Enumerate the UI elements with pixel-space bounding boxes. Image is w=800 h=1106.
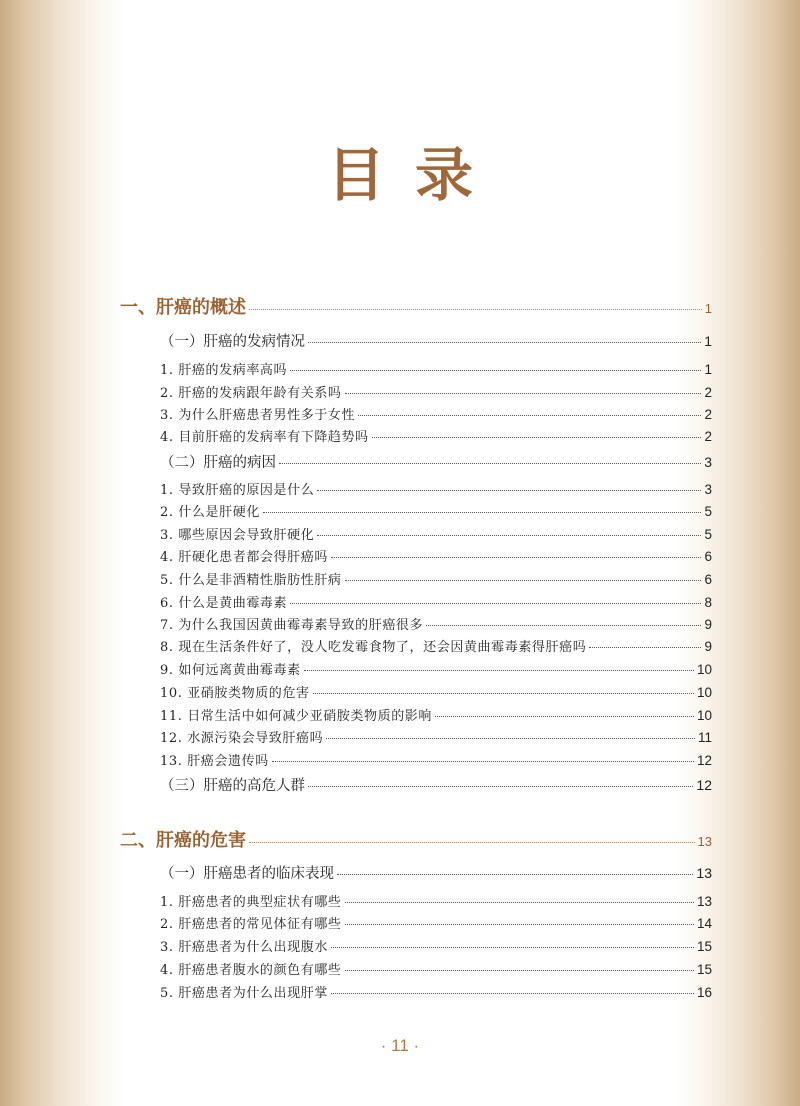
toc-item[interactable]: [160, 959, 712, 978]
toc-label: 12. 水源污染会导致肝癌吗: [160, 731, 324, 746]
leader-dots: [331, 557, 702, 558]
toc-page-number: 8: [704, 595, 712, 610]
toc-label: （二）肝癌的病因: [160, 455, 276, 471]
leader-dots: [308, 342, 701, 343]
leader-dots: [272, 761, 694, 762]
leader-dots: [263, 512, 702, 513]
leader-dots: [304, 670, 694, 671]
toc-page-number: 14: [696, 916, 712, 931]
toc-page-number: 9: [704, 639, 712, 654]
leader-dots: [345, 970, 694, 971]
toc-item[interactable]: [160, 479, 712, 498]
toc-label: （三）肝癌的高危人群: [160, 778, 305, 794]
toc-page-number: 5: [704, 504, 712, 519]
toc-item[interactable]: [160, 382, 712, 401]
leader-dots: [313, 693, 694, 694]
toc-page-number: 2: [704, 385, 712, 400]
toc-label: 11. 日常生活中如何减少亚硝胺类物质的影响: [160, 709, 433, 724]
toc-page-number: 15: [696, 962, 712, 977]
toc-item[interactable]: [160, 913, 712, 932]
leader-dots: [426, 625, 701, 626]
toc-item[interactable]: [160, 750, 712, 769]
toc-page-number: 11: [697, 730, 712, 745]
toc-page-number: 1: [704, 362, 712, 377]
toc-label: （一）肝癌患者的临床表现: [160, 866, 334, 882]
toc-label: 8. 现在生活条件好了，没人吃发霉食物了，还会因黄曲霉毒素得肝癌吗: [160, 640, 587, 655]
leader-dots: [345, 902, 694, 903]
toc-chapter[interactable]: [120, 826, 712, 852]
toc-section[interactable]: [160, 330, 712, 351]
page-title: 目录: [326, 141, 503, 209]
leader-dots: [279, 463, 701, 464]
toc-page-number: 3: [704, 482, 712, 497]
leader-dots: [290, 603, 701, 604]
leader-dots: [331, 993, 694, 994]
toc-item[interactable]: [160, 404, 712, 423]
toc-page-number: 6: [704, 549, 712, 564]
leader-dots: [345, 924, 694, 925]
toc-item[interactable]: [160, 682, 712, 701]
leader-dots: [345, 393, 702, 394]
toc-page-number: 10: [696, 685, 712, 700]
leader-dots: [317, 535, 701, 536]
toc-label: 13. 肝癌会遗传吗: [160, 754, 269, 769]
page-number: · 11 ·: [380, 1036, 420, 1055]
toc-page-number: 2: [704, 407, 712, 422]
toc-label: 3. 为什么肝癌患者男性多于女性: [160, 408, 356, 423]
toc-page-number: 5: [704, 527, 712, 542]
toc-label: 2. 肝癌患者的常见体征有哪些: [160, 917, 342, 932]
toc-label: 一、肝癌的概述: [120, 297, 246, 318]
leader-dots: [290, 370, 701, 371]
toc-page-number: 16: [696, 985, 712, 1000]
leader-dots: [308, 786, 693, 787]
toc-label: 2. 什么是肝硬化: [160, 505, 260, 520]
toc-item[interactable]: [160, 501, 712, 520]
leader-dots: [345, 580, 702, 581]
toc-label: 2. 肝癌的发病跟年龄有关系吗: [160, 386, 342, 401]
toc-item[interactable]: [160, 592, 712, 611]
toc-page-number: 3: [704, 454, 712, 470]
toc-page-number: 10: [696, 708, 712, 723]
toc-label: 3. 哪些原因会导致肝硬化: [160, 528, 315, 543]
leader-dots: [337, 874, 693, 875]
toc-page-number: 10: [696, 662, 712, 677]
leader-dots: [589, 647, 701, 648]
toc-label: 二、肝癌的危害: [120, 830, 246, 851]
toc-section[interactable]: [160, 862, 712, 883]
leader-dots: [249, 309, 702, 310]
toc-item[interactable]: [160, 727, 712, 746]
toc-label: 1. 肝癌患者的典型症状有哪些: [160, 895, 342, 910]
toc-label: 6. 什么是黄曲霉毒素: [160, 596, 288, 611]
toc-label: 5. 什么是非酒精性脂肪性肝病: [160, 573, 342, 588]
toc-page-number: 1: [704, 301, 712, 316]
toc-item[interactable]: [160, 524, 712, 543]
toc-page-number: 13: [697, 834, 712, 849]
toc-section[interactable]: [160, 774, 712, 795]
toc-page-number: 13: [696, 865, 712, 881]
toc-label: （一）肝癌的发病情况: [160, 334, 305, 350]
toc-item[interactable]: [160, 659, 712, 678]
toc-item[interactable]: [160, 569, 712, 588]
toc-label: 10. 亚硝胺类物质的危害: [160, 686, 310, 701]
toc-label: 4. 肝硬化患者都会得肝癌吗: [160, 550, 328, 565]
toc-item[interactable]: [160, 636, 712, 655]
toc-section[interactable]: [160, 451, 712, 472]
toc-chapter[interactable]: [120, 293, 712, 319]
leader-dots: [372, 437, 702, 438]
toc-item[interactable]: [160, 705, 712, 724]
toc-label: 1. 导致肝癌的原因是什么: [160, 483, 315, 498]
leader-dots: [326, 738, 695, 739]
toc-label: 3. 肝癌患者为什么出现腹水: [160, 940, 328, 955]
toc-page-number: 1: [704, 333, 712, 349]
toc-page-number: 12: [696, 777, 712, 793]
toc-item[interactable]: [160, 426, 712, 445]
leader-dots: [317, 490, 701, 491]
toc-label: 5. 肝癌患者为什么出现肝掌: [160, 986, 328, 1001]
toc-item[interactable]: [160, 982, 712, 1001]
toc-item[interactable]: [160, 891, 712, 910]
toc-page-number: 2: [704, 429, 712, 444]
leader-dots: [249, 842, 695, 843]
leader-dots: [331, 947, 694, 948]
toc-page-number: 15: [696, 939, 712, 954]
toc-page-number: 12: [696, 753, 712, 768]
toc-item[interactable]: [160, 359, 712, 378]
toc-item[interactable]: [160, 936, 712, 955]
toc-label: 7. 为什么我国因黄曲霉毒素导致的肝癌很多: [160, 618, 424, 633]
toc-page-number: 13: [696, 894, 712, 909]
leader-dots: [358, 415, 701, 416]
toc-label: 4. 目前肝癌的发病率有下降趋势吗: [160, 430, 369, 445]
toc-label: 9. 如何远离黄曲霉毒素: [160, 663, 301, 678]
toc-label: 1. 肝癌的发病率高吗: [160, 363, 288, 378]
toc-page-number: 6: [704, 572, 712, 587]
toc-item[interactable]: [160, 614, 712, 633]
leader-dots: [435, 716, 694, 717]
toc-page-number: 9: [704, 617, 712, 632]
toc-label: 4. 肝癌患者腹水的颜色有哪些: [160, 963, 342, 978]
toc-item[interactable]: [160, 546, 712, 565]
